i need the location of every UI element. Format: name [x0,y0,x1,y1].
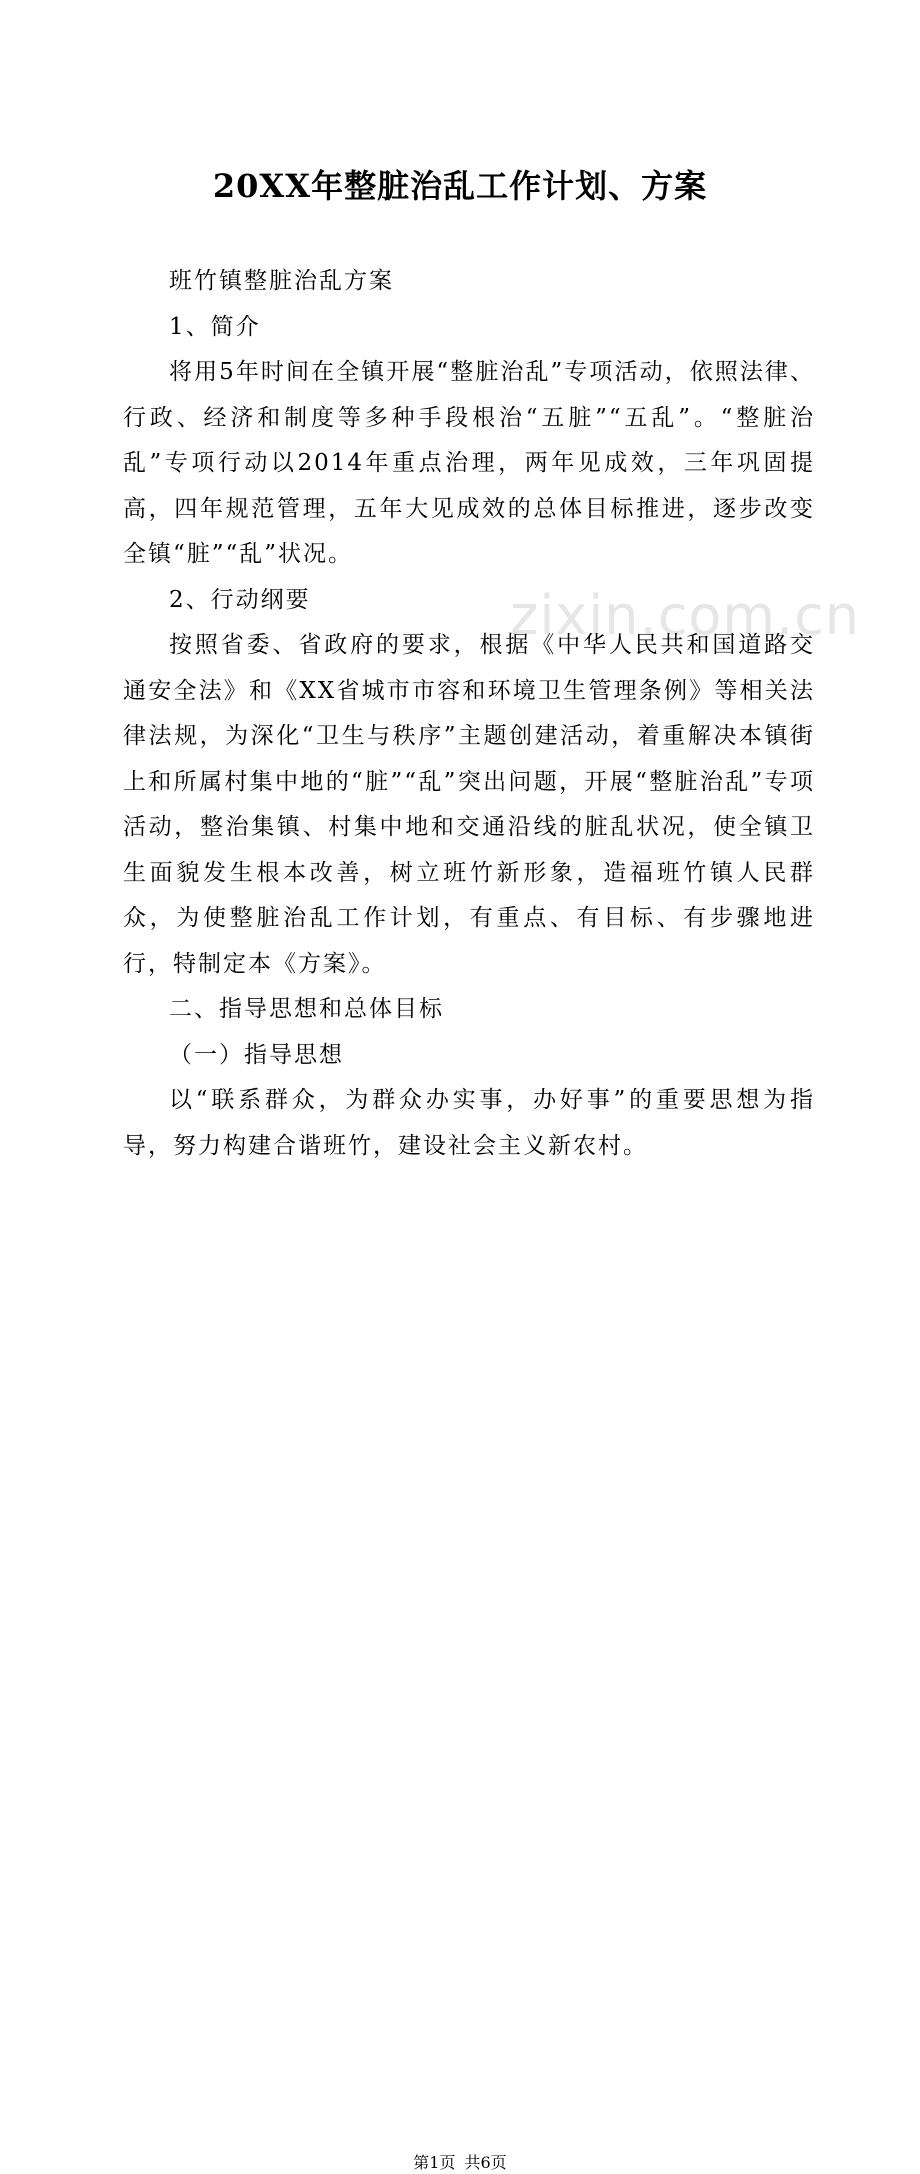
page-number: 第1页 [413,2153,456,2172]
paragraph-subtitle: 班竹镇整脏治乱方案 [169,268,394,294]
paragraph-outline: 按照省委、省政府的要求，根据《中华人民共和国道路交通安全法》和《XX省城市市容和环境卫生管理条例》等相关法律法规，为深化“卫生与秩序”主题创建活动，着重解决本镇街上和所属村集中地的“脏”“乱”突出问题，开展“整脏治乱”专项活动，整治集镇、村集中地和交通沿线的脏乱状况，使全镇卫生面貌发生根本改善，树立班竹新形象，造福班竹镇人民群众，为使整脏治乱工作计划，有重点、有目标、有步骤地进行，特制定本《方案》。 [123,632,815,977]
page-total: 共6页 [464,2153,507,2172]
paragraph-subheading-thought: （一）指导思想 [169,1041,344,1068]
paragraph-thought: 以“联系群众，为群众办实事，办好事”的重要思想为指导，努力构建合谐班竹，建设社会主义新农村。 [123,1087,815,1159]
page-footer [0,2152,920,2174]
watermark: zixin.com.cn [510,584,861,647]
paragraph-heading-intro: 1、简介 [169,313,261,340]
document-body [123,259,815,1169]
document-title: 20XX年整脏治乱工作计划、方案 [212,167,708,205]
paragraph-heading-guidance: 二、指导思想和总体目标 [169,996,444,1022]
paragraph-heading-outline: 2、行动纲要 [169,586,311,613]
paragraph-intro: 将用5年时间在全镇开展“整脏治乱”专项活动，依照法律、行政、经济和制度等多种手段根治“五脏”“五乱”。“整脏治乱”专项行动以2014年重点治理，两年见成效，三年巩固提高，四年规范管理，五年大见成效的总体目标推进，逐步改变全镇“脏”“乱”状况。 [123,359,815,567]
